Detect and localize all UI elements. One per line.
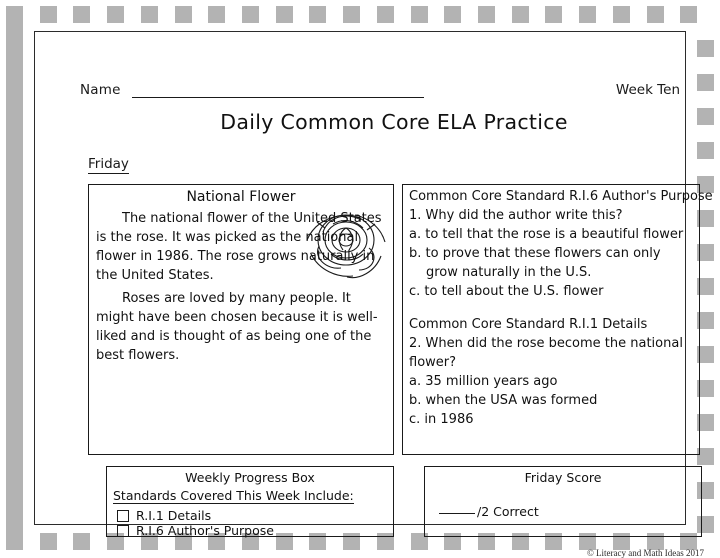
- name-row: [80, 82, 708, 102]
- border-square: [343, 6, 360, 23]
- question-2-text: 2. When did the rose become the national: [409, 336, 683, 351]
- border-square: [6, 312, 23, 329]
- progress-item-1[interactable]: [117, 523, 274, 538]
- question-1-choice-b-cont: grow naturally in the U.S.: [426, 265, 592, 280]
- border-square: [613, 6, 630, 23]
- border-square: [6, 380, 23, 397]
- border-square: [6, 210, 23, 227]
- border-square: [6, 176, 23, 193]
- border-square: [40, 6, 57, 23]
- border-square: [309, 6, 326, 23]
- border-square: [107, 6, 124, 23]
- border-square: [6, 159, 23, 176]
- page-title: Daily Common Core ELA Practice: [220, 110, 568, 134]
- border-square: [242, 6, 259, 23]
- passage-paragraph-2: Roses are loved by many people. It might have been chosen because it is well-liked and is thought of as being one of the best flowers.: [96, 291, 378, 363]
- border-square: [276, 6, 293, 23]
- border-square: [175, 6, 192, 23]
- passage-body: [96, 209, 388, 365]
- worksheet-content: [80, 74, 713, 558]
- friday-score-title: Friday Score: [524, 470, 602, 485]
- standard-2-block: [409, 315, 697, 429]
- standard-1-block: [409, 187, 713, 301]
- border-square: [6, 414, 23, 431]
- border-square: [444, 6, 461, 23]
- question-2-choice-c[interactable]: c. in 1986: [409, 412, 474, 427]
- standard-1-heading: Common Core Standard R.I.6 Author's Purpose: [409, 189, 713, 204]
- border-square: [6, 482, 23, 499]
- border-square: [6, 448, 23, 465]
- border-square: [647, 6, 664, 23]
- question-1-choice-b[interactable]: b. to prove that these flowers can only: [409, 246, 661, 261]
- border-square: [512, 6, 529, 23]
- border-square: [6, 193, 23, 210]
- question-2-choice-a[interactable]: a. 35 million years ago: [409, 374, 558, 389]
- border-square: [6, 108, 23, 125]
- friday-score-box: [424, 466, 702, 537]
- progress-item-label: R.I.1 Details: [136, 508, 212, 523]
- border-square: [6, 516, 23, 533]
- border-square: [40, 533, 57, 550]
- border-square: [697, 40, 714, 57]
- question-1-text: 1. Why did the author write this?: [409, 208, 623, 223]
- question-1-choice-c[interactable]: c. to tell about the U.S. flower: [409, 284, 604, 299]
- worksheet-sheet: [34, 31, 713, 558]
- border-square: [6, 244, 23, 261]
- weekly-progress-subtitle: Standards Covered This Week Include:: [113, 488, 354, 503]
- border-square: [6, 278, 23, 295]
- progress-item-label: R.I.6 Author's Purpose: [136, 523, 274, 538]
- border-square: [6, 397, 23, 414]
- questions-box: [402, 184, 713, 455]
- border-square: [6, 533, 23, 550]
- question-2-choice-b[interactable]: b. when the USA was formed: [409, 393, 598, 408]
- border-square: [579, 6, 596, 23]
- border-square: [6, 142, 23, 159]
- border-square: [6, 465, 23, 482]
- border-square: [6, 261, 23, 278]
- friday-score-line[interactable]: [439, 504, 539, 519]
- score-input-blank[interactable]: [439, 513, 475, 514]
- border-square: [141, 6, 158, 23]
- name-write-line[interactable]: [132, 97, 424, 98]
- border-square: [377, 6, 394, 23]
- border-square: [478, 6, 495, 23]
- border-square: [545, 6, 562, 23]
- border-square: [73, 6, 90, 23]
- border-square: [6, 329, 23, 346]
- week-label: Week Ten: [615, 82, 680, 98]
- border-square: [6, 91, 23, 108]
- day-label: Friday: [88, 156, 129, 172]
- border-square: [6, 346, 23, 363]
- border-square: [680, 6, 697, 23]
- passage-paragraph-1: The national flower of the United States is the rose. It was picked as the national flower in 1986. The rose grows naturally in the United States.: [96, 211, 382, 283]
- progress-item-0[interactable]: [117, 508, 211, 523]
- border-square: [6, 295, 23, 312]
- border-square: [6, 23, 23, 40]
- border-square: [6, 125, 23, 142]
- border-square: [208, 6, 225, 23]
- border-square: [6, 74, 23, 91]
- question-2-text-cont: flower?: [409, 355, 457, 370]
- checkbox-icon[interactable]: [117, 525, 129, 537]
- border-square: [6, 431, 23, 448]
- question-1-choice-a[interactable]: a. to tell that the rose is a beautiful flower: [409, 227, 684, 242]
- border-square: [6, 227, 23, 244]
- border-square: [411, 6, 428, 23]
- border-square: [6, 6, 23, 23]
- score-suffix: /2 Correct: [477, 504, 539, 519]
- border-square: [6, 499, 23, 516]
- weekly-progress-title: Weekly Progress Box: [185, 470, 315, 485]
- border-square: [6, 40, 23, 57]
- passage-title: National Flower: [186, 189, 296, 205]
- weekly-progress-box: [106, 466, 394, 537]
- standard-2-heading: Common Core Standard R.I.1 Details: [409, 317, 648, 332]
- border-square: [6, 363, 23, 380]
- checkbox-icon[interactable]: [117, 510, 129, 522]
- copyright-footer: © Literacy and Math Ideas 2017: [586, 548, 704, 558]
- border-square: [6, 57, 23, 74]
- name-label: Name: [80, 82, 121, 98]
- passage-box: [88, 184, 394, 455]
